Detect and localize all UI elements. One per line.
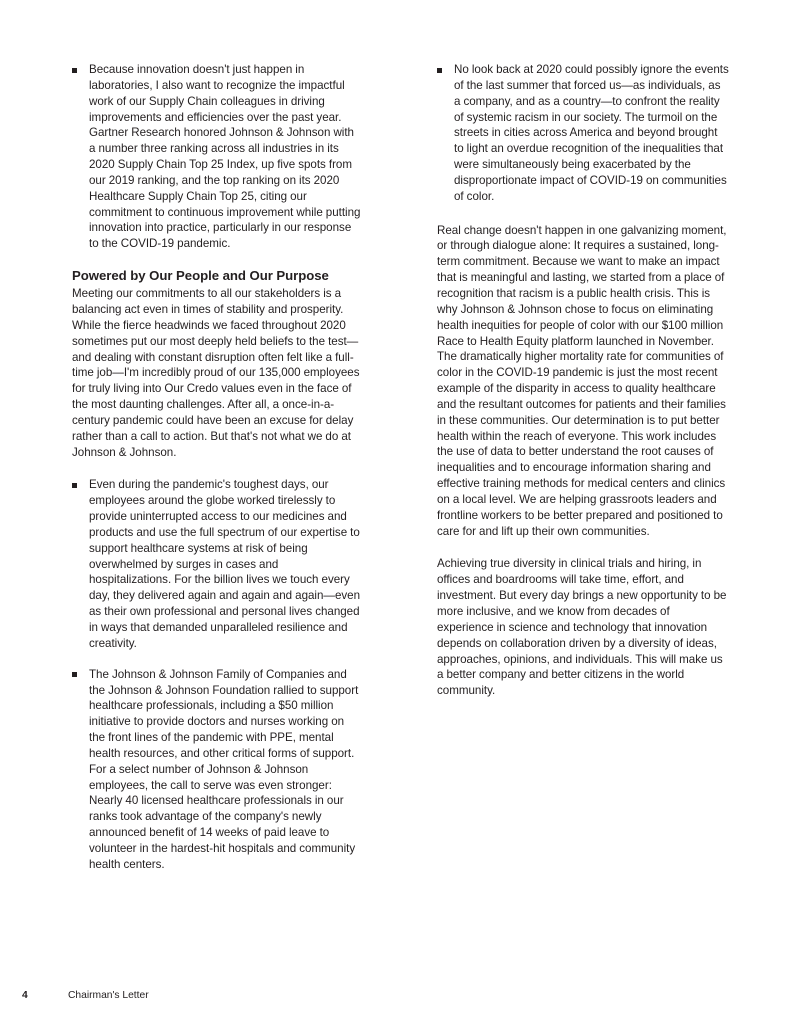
list-item-text: Because innovation doesn't just happen in laboratories, I also want to recognize the impactful work of our Supply Chain colleagues in driving improvements and efficiencies over the past year. Gartner Research honored Johnson & Johnson with a number three ranking across all industries in its 2020 Supply Chain Top 25 Index, up five spots from our 2019 ranking, and the top ranking on its 2020 Healthcare Supply Chain Top 25, citing our commitment to continuous improvement while putting innovation into practice, particularly in our response to the COVID-19 pandemic. [89, 63, 361, 251]
left-column [72, 62, 362, 888]
body-paragraph: Meeting our commitments to all our stakeholders is a balancing act even in times of stability and prosperity. While the fierce headwinds we faced throughout 2020 sometimes put our most deeply held beliefs to the test—and dealing with constant disruption often felt like a full-time job—I'm incredibly proud of our 135,000 employees for truly living into Our Credo values even in the face of the most daunting challenges. After all, a once-in-a-century pandemic could have been an excuse for delay rather than a call to action. But that's not what we do at Johnson & Johnson. [72, 287, 360, 459]
page-footer [0, 990, 791, 1006]
list-item-text: The Johnson & Johnson Family of Companies and the Johnson & Johnson Foundation rallied to support healthcare professionals, including a $50 million initiative to provide doctors and nurses working on the front lines of the pandemic with PPE, mental health resources, and other critical forms of support. For a select number of Johnson & Johnson employees, the call to serve was even stronger: Nearly 40 licensed healthcare professionals in our ranks took advantage of the company's newly announced benefit of 14 weeks of paid leave to volunteer in the hardest-hit hospitals and community health centers. [89, 667, 359, 871]
square-bullet-icon [72, 483, 77, 488]
section-heading: Powered by Our People and Our Purpose [72, 268, 329, 284]
page-number: 4 [22, 990, 28, 1001]
footer-section-label: Chairman's Letter [68, 990, 149, 1001]
list-item [72, 62, 362, 252]
square-bullet-icon [72, 68, 77, 73]
square-bullet-icon [437, 68, 442, 73]
list-item [72, 477, 362, 651]
list-item [437, 62, 729, 205]
list-item-text: Even during the pandemic's toughest days, our employees around the globe worked tirelessly to provide uninterrupted access to our medicines and products and use the full spectrum of our expertise to support healthcare systems at risk of being overwhelmed by surges in cases and hospitalizations. For the billion lives we touch every day, they delivered again and again and again—even as their own professional and personal lives changed in ways that demanded unparalleled resilience and creativity. [89, 478, 361, 650]
list-item [72, 667, 362, 873]
list-item-text: No look back at 2020 could possibly ignore the events of the last summer that forced us—as individuals, as a company, and as a country—to confront the reality of systemic racism in our society. The turmoil on the streets in cities across America and beyond brought to light an overdue recognition of the inequalities that were simultaneously being exacerbated by the disproportionate impact of COVID-19 on communities of color. [454, 63, 729, 203]
right-column [437, 62, 729, 713]
square-bullet-icon [72, 672, 77, 677]
body-paragraph: Achieving true diversity in clinical trials and hiring, in offices and boardrooms will take time, effort, and investment. But every day brings a new opportunity to be more inclusive, and we know from decades of experience in science and technology that innovation depends on collaboration driven by a diversity of ideas, approaches, opinions, and individuals. This will make us a better company and better citizens in the world community. [437, 557, 727, 698]
body-paragraph: Real change doesn't happen in one galvanizing moment, or through dialogue alone: It requires a sustained, long-term commitment. Because we want to make an impact that is meaningful and lasting, we started from a place of recognition that racism is a public health crisis. This is why Johnson & Johnson chose to focus on eliminating health inequities for people of color with our $100 million Race to Health Equity platform launched in November. The dramatically higher mortality rate for communities of color in the COVID-19 pandemic is just the most recent example of the disparity in access to quality healthcare and the resultant outcomes for patients and their families in these communities. Our determination is to put better health within the reach of everyone. This work includes the use of data to better understand the root causes of inequalities and to encourage information sharing and effective training methods for medical centers and clinics on a local level. We are helping grassroots leaders and frontline workers to be better prepared and positioned to care for and lift up their own communities. [437, 223, 727, 538]
